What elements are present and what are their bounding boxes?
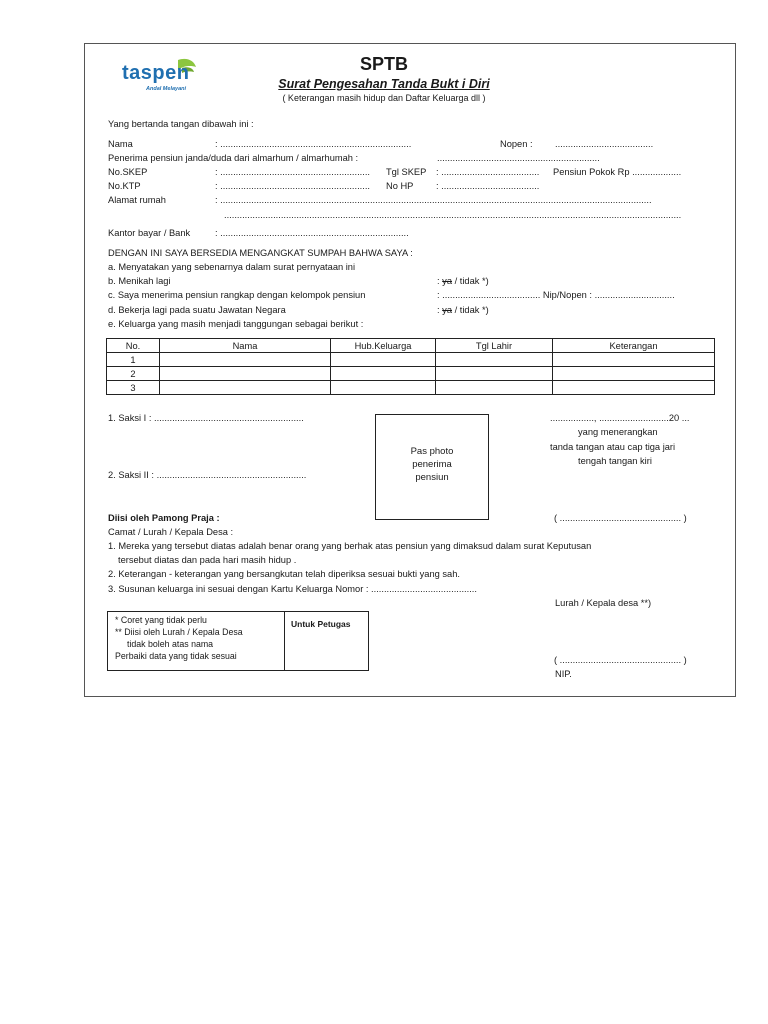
alamat-field-2[interactable]: ................................................................................................................................................................................. bbox=[224, 210, 682, 220]
col-header: Tgl Lahir bbox=[436, 339, 553, 353]
table-cell[interactable] bbox=[553, 367, 715, 381]
penerima-field[interactable]: ............................................................... bbox=[437, 153, 600, 163]
nopen-field[interactable]: ...................................... bbox=[555, 139, 654, 149]
hp-field[interactable]: : ...................................... bbox=[436, 181, 540, 191]
oath-a: a. Menyatakan yang sebenarnya dalam surat pernyataan ini bbox=[108, 262, 356, 272]
oath-b: b. Menikah lagi bbox=[108, 276, 171, 286]
family-table bbox=[106, 338, 715, 395]
oath-d-strike: ya bbox=[442, 305, 452, 315]
row-number: 3 bbox=[107, 381, 160, 395]
logo-text: taspen bbox=[122, 62, 190, 84]
family-table-header bbox=[107, 339, 715, 353]
alamat-label: Alamat rumah bbox=[108, 195, 166, 205]
photo-line-2: penerima bbox=[412, 459, 452, 470]
camat-text: Camat / Lurah / Kepala Desa : bbox=[108, 527, 234, 537]
table-cell[interactable] bbox=[331, 353, 436, 367]
nip-label: NIP. bbox=[555, 669, 572, 679]
kantor-field[interactable]: : ......................................................................... bbox=[215, 228, 409, 238]
tengah-tangan-text: tengah tangan kiri bbox=[578, 456, 652, 466]
alamat-field[interactable]: : ....................................................................................................................................................................... bbox=[215, 195, 652, 205]
penerima-label: Penerima pensiun janda/duda dari almarhum / almarhumah : bbox=[108, 153, 359, 163]
subtitle-text: Surat Pengesahan Tanda Bukt i Diri bbox=[278, 77, 490, 91]
col-header: Nama bbox=[160, 339, 331, 353]
yang-menerangkan: yang menerangkan bbox=[578, 427, 658, 437]
pamong-p3[interactable]: 3. Susunan keluarga ini sesuai dengan Kartu Keluarga Nomor : ......................................... bbox=[108, 584, 477, 594]
col-header: Keterangan bbox=[553, 339, 715, 353]
oath-d-rest: / tidak *) bbox=[452, 305, 489, 315]
row-number: 2 bbox=[107, 367, 160, 381]
page-subtitle bbox=[0, 77, 768, 91]
kantor-label: Kantor bayar / Bank bbox=[108, 228, 191, 238]
pamong-p2: 2. Keterangan - keterangan yang bersangkutan telah diperiksa sesuai bukti yang sah. bbox=[108, 569, 460, 579]
signature-field-2[interactable]: ( ............................................... ) bbox=[554, 655, 687, 665]
page-title: SPTB bbox=[359, 54, 408, 74]
table-cell[interactable] bbox=[553, 381, 715, 395]
row-number: 1 bbox=[107, 353, 160, 367]
photo-line-1: Pas photo bbox=[410, 446, 454, 457]
oath-heading: DENGAN INI SAYA BERSEDIA MENGANGKAT SUMPAH BAHWA SAYA : bbox=[108, 248, 413, 258]
notes-box bbox=[107, 611, 369, 671]
oath-d-prefix: : bbox=[437, 305, 443, 315]
col-header: Hub.Keluarga bbox=[331, 339, 436, 353]
table-cell[interactable] bbox=[436, 353, 553, 367]
pamong-p1a: 1. Mereka yang tersebut diatas adalah benar orang yang berhak atas pensiun yang dimaksud dalam surat Keputusan bbox=[108, 541, 592, 551]
pensiun-pokok-field[interactable]: Pensiun Pokok Rp ................... bbox=[553, 167, 682, 177]
note-4: Perbaiki data yang tidak sesuai bbox=[115, 651, 237, 661]
lurah-label: Lurah / Kepala desa **) bbox=[555, 598, 652, 608]
oath-d-answer[interactable] bbox=[437, 305, 489, 316]
tgl-skep-field[interactable]: : ...................................... bbox=[436, 167, 540, 177]
saksi-2-field[interactable]: 2. Saksi II : .......................................................... bbox=[108, 470, 307, 480]
table-cell[interactable] bbox=[160, 353, 331, 367]
table-row bbox=[107, 367, 715, 381]
table-cell[interactable] bbox=[553, 353, 715, 367]
oath-d: d. Bekerja lagi pada suatu Jawatan Negara bbox=[108, 305, 286, 315]
note-3: tidak boleh atas nama bbox=[127, 639, 214, 649]
oath-b-answer[interactable] bbox=[437, 276, 489, 287]
oath-b-prefix: : bbox=[437, 276, 443, 286]
signature-field-1[interactable]: ( ............................................... ) bbox=[554, 513, 687, 523]
note-2: ** Diisi oleh Lurah / Kepala Desa bbox=[115, 627, 243, 637]
untuk-petugas-label: Untuk Petugas bbox=[291, 619, 351, 629]
table-cell[interactable] bbox=[160, 367, 331, 381]
oath-c: c. Saya menerima pensiun rangkap dengan kelompok pensiun bbox=[108, 290, 366, 300]
subtitle-note: ( Keterangan masih hidup dan Daftar Keluarga dll ) bbox=[282, 93, 486, 103]
saksi-1-field[interactable]: 1. Saksi I : .......................................................... bbox=[108, 413, 304, 423]
note-1: * Coret yang tidak perlu bbox=[115, 615, 207, 625]
photo-box[interactable] bbox=[375, 414, 489, 520]
pamong-p1b: tersebut diatas dan pada hari masih hidup . bbox=[118, 555, 297, 565]
table-row bbox=[107, 353, 715, 367]
table-cell[interactable] bbox=[436, 381, 553, 395]
oath-b-rest: / tidak *) bbox=[452, 276, 489, 286]
nopen-label: Nopen : bbox=[500, 139, 533, 149]
skep-label: No.SKEP bbox=[108, 167, 148, 177]
logo-tagline: Andal Melayani bbox=[146, 86, 187, 92]
table-cell[interactable] bbox=[331, 367, 436, 381]
table-cell[interactable] bbox=[436, 367, 553, 381]
date-field[interactable]: ................., ...........................20 ... bbox=[550, 413, 690, 423]
table-cell[interactable] bbox=[160, 381, 331, 395]
intro-text: Yang bertanda tangan dibawah ini : bbox=[108, 119, 254, 129]
table-row bbox=[107, 381, 715, 395]
tgl-skep-label: Tgl SKEP bbox=[386, 167, 427, 177]
table-cell[interactable] bbox=[331, 381, 436, 395]
ktp-field[interactable]: : .......................................................... bbox=[215, 181, 370, 191]
nama-field[interactable]: : .......................................................................... bbox=[215, 139, 412, 149]
nama-label: Nama bbox=[108, 139, 133, 149]
oath-e: e. Keluarga yang masih menjadi tanggungan sebagai berikut : bbox=[108, 319, 364, 329]
oath-b-strike: ya bbox=[442, 276, 452, 286]
col-header: No. bbox=[107, 339, 160, 353]
skep-field[interactable]: : .......................................................... bbox=[215, 167, 370, 177]
pamong-heading: Diisi oleh Pamong Praja : bbox=[108, 513, 220, 523]
oath-c-answer[interactable]: : ...................................... Nip/Nopen : ............................... bbox=[437, 290, 675, 300]
tanda-tangan-text: tanda tangan atau cap tiga jari bbox=[550, 442, 676, 452]
hp-label: No HP bbox=[386, 181, 414, 191]
photo-line-3: pensiun bbox=[415, 472, 449, 483]
ktp-label: No.KTP bbox=[108, 181, 141, 191]
